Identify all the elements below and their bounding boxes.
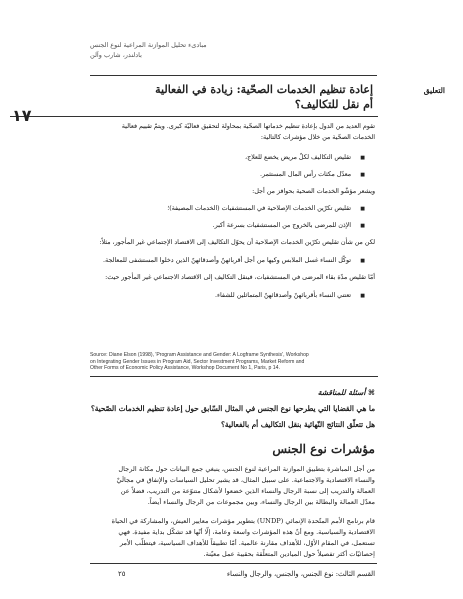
box-cont-text: أمّا تقليص مدّة بقاء المرضى في المستشفيات، فينقل التكاليف إلى الاقتصاد الاجتماعي غير المأجور حيث: (105, 274, 375, 281)
bullet-item: ■ معدّل مكثات رأس المال المستثمر. (101, 170, 351, 180)
footer-text: القسم الثالث: نوع الجنس، والجنس، والرجال والنساء (226, 570, 375, 578)
paragraph-line: الاقتصادية والسياسية. ومع أنّ هذه المؤشرات واسعة وعامة، إلّا أنّها قد تشكّل بداية مفيدة. فهي (118, 528, 375, 536)
box-number: ١٧ (12, 106, 32, 125)
paragraph-line: والنساء الاقتصادية والاجتماعية. على سبيل المثال، قد يشير تحليل السياسات والإنفاق في مجالَيْ (116, 476, 375, 484)
bullet-item: ■ تقليص التكاليف لكلّ مريض يخضع للعلاج، (101, 153, 351, 163)
header-title: مبادىء تحليل الموازنة المراعية لنوع الجنس (90, 41, 207, 49)
section-label: التعليق (423, 86, 445, 95)
discussion-question-2: هل تتعلّق النتائج النّهائية بنقل التكاليف أم بالفعالية؟ (220, 420, 375, 429)
paragraph-line: من أجل المباشرة بتطبيق الموازنة المراعية لنوع الجنس، ينبغي جمع البيانات حول مكانة الرجال (118, 465, 375, 473)
source-line-2: on Integrating Gender Issues in Program Aid, Sector Investment Programs, Market Reform and (90, 358, 305, 365)
intro-line-2: الخدمات الصحّية من خلال مؤشرات كالتالية: (260, 133, 375, 141)
bullet-item: ■ توكّل النساء غسل الملابس وكيها من أجل أقربائهنّ وأصدقائهنّ الذين دخلوا المستشفى للمعالجة. (61, 256, 351, 266)
indicators-paragraph-2 (75, 516, 375, 560)
running-header (90, 40, 230, 60)
discussion-question-1: ما هي القضايا التي يطرحها نوع الجنس في المثال السّابق حول إعادة تنظيم الخدمات الصّحية؟ (90, 404, 375, 413)
page-number: ٢٥ (118, 570, 126, 578)
source-citation (90, 352, 375, 372)
paragraph-line: العمالة والتدريب إلى نسبة الرجال والنساء الذين خضعوا لأشكال متنوّعة من التدريب، فضلاً عن (120, 487, 375, 495)
box-title (83, 82, 373, 112)
bullet-item: ■ تعتني النساء بأقربائهنّ وأصدقائهنّ المتماثلين للشفاء. (81, 291, 351, 301)
discussion-star-icon: ⌘ (368, 388, 375, 397)
box-title-line-1: إعادة تنظيم الخدمات الصحّية: زيادة في الفعالية (155, 83, 373, 96)
top-rule (90, 75, 377, 76)
bullet-item: ■ تقليص تكرّين الخدمات الإصلاحية في المستشفيات (الخدمات المصيفة)؛ (91, 204, 351, 214)
box-mid-text: ويشعر مؤشّو الخدمات الصحية بحوافز من أجل: (252, 188, 375, 195)
bullet-item: ■ الإذن للمرضى بالخروج من المستشفيات بسرعة أكبر. (91, 221, 351, 231)
paragraph-line: تستعمل، في المقام الأوّل، للأهداف مقارنة عالمية. أمّا تطبيقاً للأهداف السياسية، فيتطلّب الأمر (119, 539, 375, 547)
intro-line-1: تقوم العديد من الدول بإعادة تنظيم خدماتها الصحّية بمحاولة لتحقيق فعاليّة كبرى. ويتمّ تقييم فعالية (121, 123, 375, 130)
header-authors: بادلندر، شارب وآلن (90, 51, 142, 59)
indicators-paragraph-1 (75, 464, 375, 508)
source-line-3: Other Forms of Economic Policy Assistance, Workshop Document No 1, Paris, p 14. (90, 365, 280, 372)
indicators-title: مؤشرات نوع الجنس (272, 442, 375, 456)
discussion-heading-text: أسئلة للمناقشة (317, 388, 366, 397)
box-but-text: لكن من شأن تقليص تكرّين الخدمات الإصلاحية أن يحوّل التكاليف إلى الاقتصاد الإجتماعي غير المأجور، مثلاً: (99, 239, 375, 246)
footer-rule (90, 563, 377, 564)
paragraph-line: معدّل العمالة والبطالة بين الرجال والنساء، وبين مجموعات من الرجال والنساء أيضاً. (147, 498, 375, 506)
box-intro (85, 122, 375, 143)
box-top-rule (10, 116, 378, 117)
paragraph-line: إحصائيّات أكثر تفصيلاً حول الميادين المتعلّقة بحقيبة عمل معيّنة. (203, 550, 375, 558)
source-line-1: Source: Diane Elson (1998), 'Program Assistance and Gender: A Logframe Synthesis', Workshop (90, 352, 309, 358)
discussion-heading (175, 388, 375, 397)
box-title-line-2: أم نقل للتكاليف؟ (294, 98, 373, 111)
paragraph-line: قام برنامج الأمم المتّحدة الإنمائي (UNDP) بتطوير مؤشرات معايير العيش، والمشاركة في الحياة (111, 517, 375, 525)
box-bottom-rule (90, 376, 378, 377)
